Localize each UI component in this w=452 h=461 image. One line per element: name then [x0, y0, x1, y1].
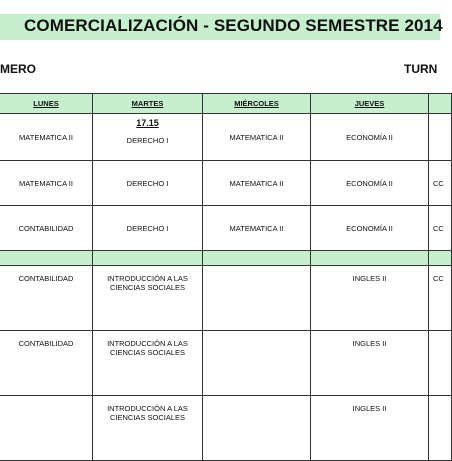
- header-cell: MARTES: [93, 94, 203, 114]
- table-cell: [203, 396, 311, 461]
- table-cell: [203, 331, 311, 396]
- table-row: [0, 161, 452, 206]
- table-cell: CC: [429, 266, 452, 331]
- table-cell: [429, 114, 452, 161]
- table-cell-text: DERECHO I: [126, 136, 169, 145]
- shift-label: TURN: [404, 62, 438, 76]
- group-label: MERO: [0, 62, 36, 76]
- header-cell: [429, 94, 452, 114]
- table-cell: [0, 396, 93, 461]
- table-cell: DERECHO I: [93, 161, 203, 206]
- table-cell: MATEMATICA II: [203, 114, 311, 161]
- table-cell: ECONOMÍA II: [311, 114, 429, 161]
- header-cell: JUEVES: [311, 94, 429, 114]
- table-cell: [429, 396, 452, 461]
- table-cell: MATEMATICA II: [203, 206, 311, 251]
- header-cell: MIÉRCOLES: [203, 94, 311, 114]
- table-cell: [429, 331, 452, 396]
- table-cell: DERECHO I: [93, 206, 203, 251]
- table-cell: MATEMATICA II: [203, 161, 311, 206]
- time-label: 17.15: [136, 118, 159, 128]
- table-cell: [203, 266, 311, 331]
- table-cell: MATEMATICA II: [0, 114, 93, 161]
- schedule-table: [0, 93, 452, 461]
- table-cell: CC: [429, 206, 452, 251]
- table-cell: ECONOMÍA II: [311, 206, 429, 251]
- table-row: [0, 331, 452, 396]
- table-cell: CONTABILIDAD: [0, 206, 93, 251]
- table-cell: INTRODUCCIÓN A LAS CIENCIAS SOCIALES: [93, 396, 203, 461]
- table-cell: ECONOMÍA II: [311, 161, 429, 206]
- page-title: COMERCIALIZACIÓN - SEGUNDO SEMESTRE 2014: [24, 16, 443, 35]
- table-header-row: [0, 94, 452, 114]
- table-cell: MATEMATICA II: [0, 161, 93, 206]
- header-cell: LUNES: [0, 94, 93, 114]
- separator-row: [0, 251, 452, 266]
- table-cell: [93, 114, 203, 161]
- table-row: [0, 114, 452, 161]
- table-cell: INGLES II: [311, 266, 429, 331]
- table-cell: CONTABILIDAD: [0, 266, 93, 331]
- table-cell: INTRODUCCIÓN A LAS CIENCIAS SOCIALES: [93, 331, 203, 396]
- table-cell: INGLES II: [311, 396, 429, 461]
- table-row: [0, 396, 452, 461]
- table-cell: INGLES II: [311, 331, 429, 396]
- table-row: [0, 266, 452, 331]
- table-row: [0, 206, 452, 251]
- table-cell: INTRODUCCIÓN A LAS CIENCIAS SOCIALES: [93, 266, 203, 331]
- table-cell: CONTABILIDAD: [0, 331, 93, 396]
- table-cell: CC: [429, 161, 452, 206]
